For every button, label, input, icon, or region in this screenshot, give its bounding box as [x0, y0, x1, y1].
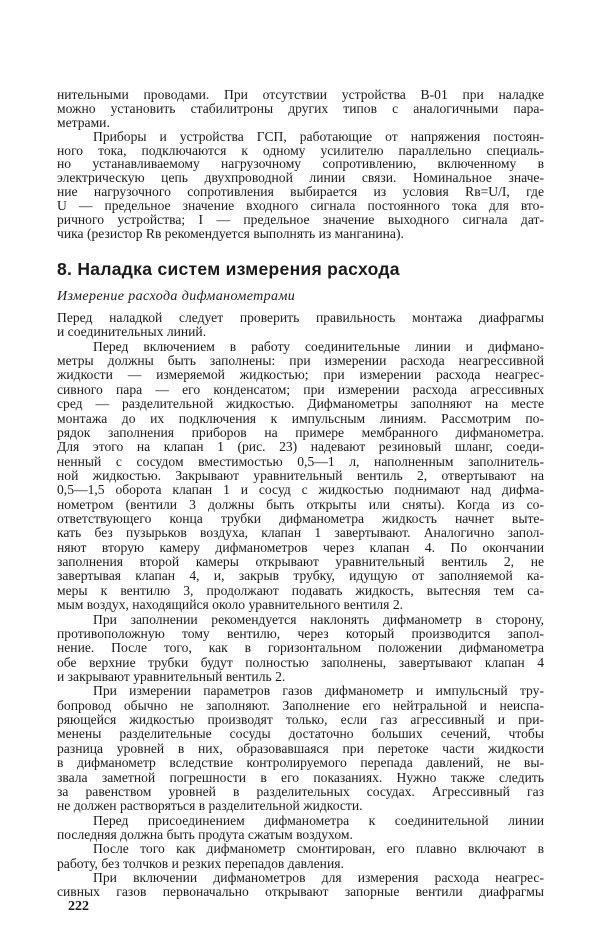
text-line: завертывая клапан 4, и, закрыв трубку, идущую от заполняемой ка-	[57, 568, 544, 584]
subsection-heading: Измерение расхода дифманометрами	[57, 289, 296, 304]
text-line: нительными проводами. При отсутствии устройства В-01 при наладке	[57, 87, 544, 102]
text-line: за равенством уровней в разделительных сосудах. Агрессивный газ	[57, 783, 544, 799]
text-line: Перед присоединением дифманометра к соединительной линии	[93, 812, 544, 828]
text-line: нение. После того, как в горизонтальном положении дифманометра	[57, 640, 544, 656]
text-line: U — предельное значение входного сигнала постоянного тока для вто-	[57, 198, 544, 214]
text-line: ной жидкостью. Закрывают уравнительный вентиль 2, отвертывают на	[57, 467, 544, 483]
text-line: противоположную тому вентилю, через который производится запол-	[57, 625, 544, 641]
text-line: обе верхние трубки будут полностью заполнены, завертывают клапан 4	[57, 654, 544, 670]
text-line: ряющейся жидкостью производят только, если газ агрессивный и при-	[57, 712, 544, 728]
text-line: звала заметной погрешности в его показаниях. Нужно также следить	[57, 769, 544, 785]
text-line: няют вторую камеру дифманометров через клапан 4. По окончании	[57, 539, 544, 555]
text-line: можно установить стабилитроны других типов с аналогичными пара-	[57, 100, 544, 116]
text-line: Перед наладкой следует проверить правильность монтажа диафрагмы	[57, 310, 544, 325]
text-line: сивного пара — его конденсатом; при измерении расхода агрессивных	[57, 381, 544, 397]
paragraph	[57, 340, 544, 613]
top-text-block	[57, 88, 544, 241]
page-number: 222	[68, 899, 89, 914]
text-line: 0,5—1,5 оборота клапан 1 и сосуд с жидкостью поднимают над дифма-	[57, 482, 544, 498]
text-line: меры к вентилю 3, продолжают подавать жидкость, вытесняя тем са-	[57, 582, 544, 598]
paragraph	[57, 311, 544, 340]
paragraph	[57, 613, 544, 685]
text-line: нометром (вентили 3 должны быть открыты или сняты). Когда из со-	[57, 496, 544, 512]
text-line: монтажа до их подключения к импульсным линиям. Рассмотрим по-	[57, 410, 544, 426]
text-line: заполнения второй камеры открывают уравнительный вентиль 2, не	[57, 554, 544, 570]
text-line: ного тока, подключаются к одному усилителю параллельно специаль-	[57, 142, 544, 158]
text-line: кать без пузырьков воздуха, клапан 1 завертывают. Аналогично запол-	[57, 525, 544, 541]
text-line: При включении дифманометров для измерения расхода неагрес-	[93, 870, 544, 886]
text-line: Приборы и устройства ГСП, работающие от напряжения постоян-	[93, 128, 544, 144]
text-line: но устанавливаемому нагрузочному сопротивлению, включенному в	[57, 156, 544, 172]
text-line: ние нагрузочного сопротивления выбирается из условия Rв=U/I, где	[57, 184, 544, 200]
text-line: При заполнении рекомендуется наклонять дифманометр в сторону,	[93, 611, 544, 627]
paragraph	[57, 684, 544, 813]
text-line: и закрывают уравнительный вентиль 2.	[57, 668, 286, 684]
text-line: бопровод обычно не заполняют. Заполнение его нейтральной и неиспа-	[57, 697, 544, 713]
paragraph	[57, 130, 544, 241]
paragraph	[57, 814, 544, 843]
text-line: не должен растворяться в разделительной жидкости.	[57, 798, 363, 814]
text-line: Перед включением в работу соединительные линии и дифмано-	[93, 338, 544, 354]
text-line: электрическую цепь двухпроводной линии связи. Номинальное значе-	[57, 170, 544, 186]
paragraph	[57, 88, 544, 130]
text-line: сред — разделительной жидкостью. Дифманометры заполняют на месте	[57, 396, 544, 412]
text-line: в дифманометр вследствие контролируемого перепада давлений, не вы-	[57, 755, 544, 771]
text-line: жидкости — измеряемой жидкостью; при измерении расхода неагрес-	[57, 367, 544, 383]
text-line: последняя должна быть продута сжатым воздухом.	[57, 826, 353, 842]
text-line: ненный с сосудом вместимостью 0,5—1 л, наполненным заполнитель-	[57, 453, 544, 469]
text-line: метрами.	[57, 114, 110, 130]
text-line: При измерении параметров газов дифманометр и импульсный тру-	[93, 683, 544, 699]
text-line: сивных газов первоначально открывают запорные вентили диафрагмы	[57, 884, 544, 900]
text-line: рядок заполнения приборов на примере мембранного дифманометра.	[57, 424, 544, 440]
text-line: ричного устройства; I — предельное значение выходного сигнала дат-	[57, 212, 544, 228]
text-line: мым воздух, находящийся около уравнительного вентиля 2.	[57, 597, 404, 613]
body-text-block	[57, 311, 544, 900]
text-line: чика (резистор Rв рекомендуется выполнять из манганина).	[57, 225, 404, 241]
paragraph	[57, 871, 544, 900]
text-line: менены разделительные сосуды достаточно больших сечений, чтобы	[57, 726, 544, 742]
text-line: работу, без толчков и резких перепадов давления.	[57, 855, 344, 871]
text-line: После того как дифманометр смонтирован, его плавно включают в	[93, 841, 544, 857]
text-line: и соединительных линий.	[57, 324, 207, 340]
section-heading: 8. Наладка систем измерения расхода	[57, 259, 400, 279]
paragraph	[57, 842, 544, 871]
text-line: ответствующего конца трубки дифманометра жидкость начнет выте-	[57, 511, 544, 527]
text-line: разница уровней в них, образовавшаяся при перетоке части жидкости	[57, 740, 544, 756]
text-line: Для этого на клапан 1 (рис. 23) надевают резиновый шланг, соеди-	[57, 439, 544, 455]
text-line: метры должны быть заполнены: при измерении расхода неагрессивной	[57, 353, 544, 369]
